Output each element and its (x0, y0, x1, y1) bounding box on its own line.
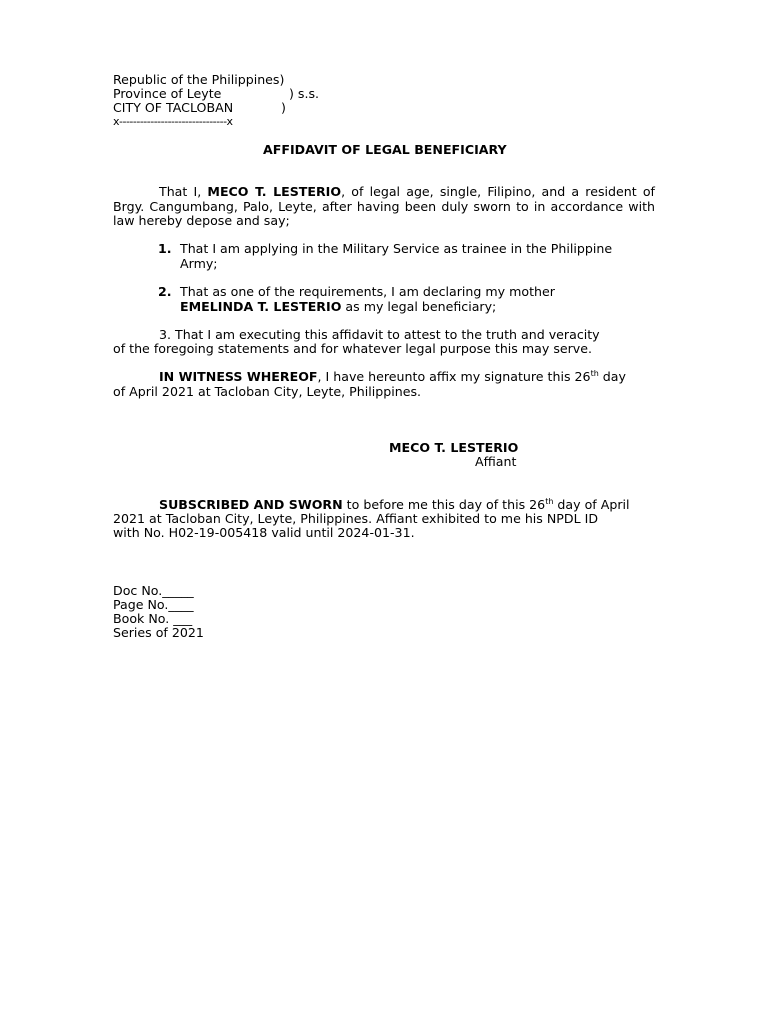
item-2-line2 (180, 300, 655, 315)
beneficiary-name: EMELINDA T. LESTERIO (180, 298, 342, 314)
item-2-line1: That as one of the requirements, I am declaring my mother (180, 284, 555, 299)
intro-rest: , of legal age, single, Filipino, and a resident of Brgy. Cangumbang, Palo, Leyte, after having been duly sworn to in accordance with law hereby depose and say; (113, 184, 655, 228)
subscribed-line2: 2021 at Tacloban City, Leyte, Philippines. Affiant exhibited to me his NPDL ID (113, 511, 599, 526)
subscribed-line1: SUBSCRIBED AND SWORN to before me this day of this 26th day of April (159, 496, 630, 512)
intro-lead: That I, (159, 184, 208, 199)
item-1-line1: That I am applying in the Military Service as trainee in the Philippine (180, 241, 613, 256)
page-no: Page No.____ (113, 597, 194, 612)
item-2-text (180, 285, 655, 314)
affiant-name-inline: MECO T. LESTERIO (207, 184, 342, 199)
book-no: Book No. ___ (113, 611, 193, 626)
header-separator: x-------------------------------x (113, 115, 233, 128)
signature-role: Affiant (475, 454, 517, 469)
series: Series of 2021 (113, 625, 204, 640)
item-1-number: 1. (158, 241, 172, 256)
page-title: AFFIDAVIT OF LEGAL BENEFICIARY (263, 142, 507, 157)
header-republic: Republic of the Philippines) (113, 72, 285, 87)
item-1-line2: Army; (180, 255, 218, 271)
item-1-text (180, 242, 655, 271)
header-province-ss: ) s.s. (289, 86, 320, 101)
item-3-line2: of the foregoing statements and for whatever legal purpose this may serve. (113, 341, 593, 356)
header-city-paren: ) (281, 100, 286, 115)
item-2-number: 2. (158, 284, 172, 299)
doc-no: Doc No._____ (113, 583, 194, 598)
witness-heading: IN WITNESS WHEREOF (159, 369, 318, 384)
witness-line1: IN WITNESS WHEREOF, I have hereunto affix my signature this 26th day (159, 368, 626, 384)
header-province: Province of Leyte (113, 86, 222, 101)
item-3-line1: 3. That I am executing this affidavit to attest to the truth and veracity (159, 327, 600, 342)
intro-paragraph (113, 185, 655, 229)
header-city: CITY OF TACLOBAN (113, 100, 234, 115)
signature-name: MECO T. LESTERIO (389, 440, 519, 455)
subscribed-heading: SUBSCRIBED AND SWORN (159, 497, 343, 512)
witness-line2: of April 2021 at Tacloban City, Leyte, Philippines. (113, 384, 422, 399)
subscribed-line3: with No. H02-19-005418 valid until 2024-01-31. (113, 525, 415, 540)
item-2-line2-rest: as my legal beneficiary; (341, 298, 497, 314)
